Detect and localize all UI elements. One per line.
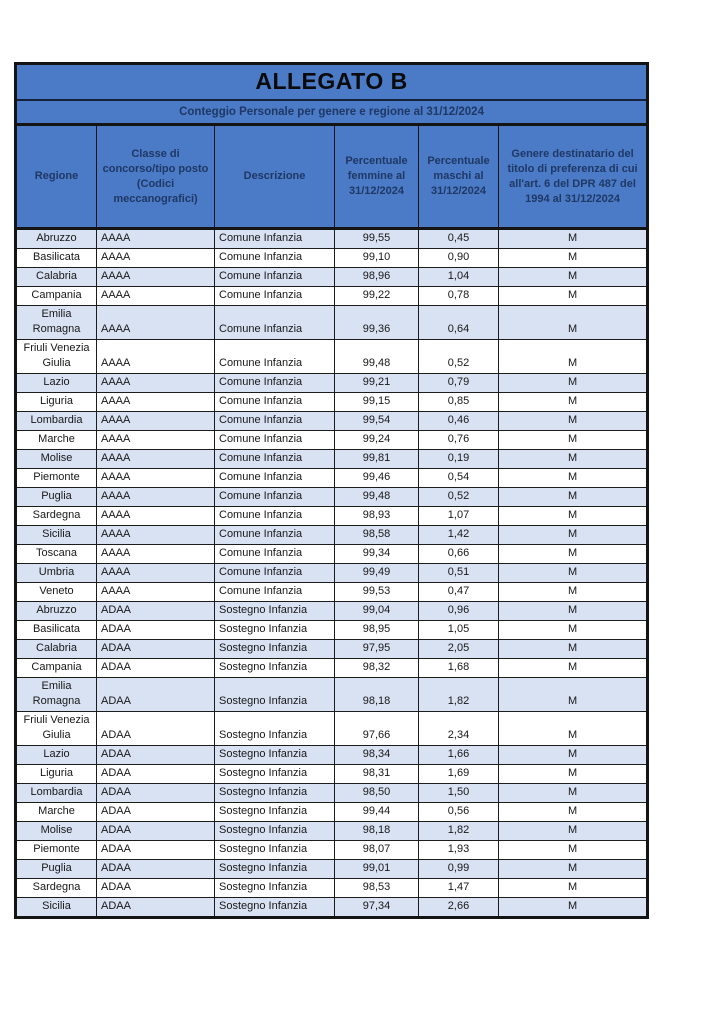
subtitle-row [16,100,648,125]
cell-genere: M [499,306,648,340]
column-header-regione: Regione [16,125,97,229]
cell-genere: M [499,507,648,526]
table-row [16,229,648,249]
cell-classe: AAAA [97,306,215,340]
cell-femmine: 98,32 [335,659,419,678]
cell-genere: M [499,640,648,659]
table-row [16,249,648,268]
cell-classe: AAAA [97,431,215,450]
cell-maschi: 0,47 [419,583,499,602]
cell-classe: AAAA [97,583,215,602]
table-body [16,229,648,918]
cell-maschi: 0,90 [419,249,499,268]
cell-genere: M [499,412,648,431]
cell-femmine: 99,04 [335,602,419,621]
cell-femmine: 97,66 [335,712,419,746]
cell-genere: M [499,431,648,450]
cell-maschi: 0,79 [419,374,499,393]
cell-maschi: 0,19 [419,450,499,469]
cell-genere: M [499,469,648,488]
cell-descrizione: Sostegno Infanzia [215,841,335,860]
cell-classe: AAAA [97,287,215,306]
table-row [16,860,648,879]
cell-classe: AAAA [97,488,215,507]
cell-descrizione: Comune Infanzia [215,469,335,488]
cell-maschi: 0,76 [419,431,499,450]
cell-classe: ADAA [97,841,215,860]
cell-maschi: 0,99 [419,860,499,879]
cell-regione: Emilia Romagna [16,678,97,712]
cell-genere: M [499,879,648,898]
cell-classe: AAAA [97,469,215,488]
cell-descrizione: Sostegno Infanzia [215,879,335,898]
cell-femmine: 98,18 [335,678,419,712]
cell-femmine: 98,50 [335,784,419,803]
cell-maschi: 2,34 [419,712,499,746]
cell-regione: Umbria [16,564,97,583]
cell-regione: Calabria [16,268,97,287]
cell-regione: Piemonte [16,841,97,860]
cell-femmine: 99,48 [335,488,419,507]
cell-classe: ADAA [97,602,215,621]
cell-descrizione: Sostegno Infanzia [215,803,335,822]
title-row [16,64,648,100]
cell-regione: Molise [16,822,97,841]
cell-descrizione: Comune Infanzia [215,306,335,340]
table-row [16,712,648,746]
cell-genere: M [499,526,648,545]
cell-femmine: 99,48 [335,340,419,374]
table-row [16,526,648,545]
cell-descrizione: Comune Infanzia [215,287,335,306]
cell-genere: M [499,712,648,746]
cell-regione: Puglia [16,488,97,507]
cell-classe: ADAA [97,898,215,918]
cell-classe: AAAA [97,412,215,431]
cell-femmine: 99,46 [335,469,419,488]
cell-descrizione: Comune Infanzia [215,488,335,507]
cell-femmine: 98,58 [335,526,419,545]
cell-regione: Marche [16,431,97,450]
table-row [16,306,648,340]
page-title: ALLEGATO B [16,64,648,100]
cell-femmine: 99,36 [335,306,419,340]
table-row [16,822,648,841]
cell-femmine: 99,10 [335,249,419,268]
cell-genere: M [499,765,648,784]
cell-femmine: 99,22 [335,287,419,306]
cell-classe: AAAA [97,340,215,374]
cell-maschi: 1,82 [419,822,499,841]
cell-classe: ADAA [97,712,215,746]
cell-classe: AAAA [97,507,215,526]
column-header-classe: Classe di concorso/tipo posto (Codici meccanografici) [97,125,215,229]
cell-regione: Lombardia [16,784,97,803]
cell-regione: Lombardia [16,412,97,431]
cell-genere: M [499,488,648,507]
cell-regione: Liguria [16,393,97,412]
cell-femmine: 99,55 [335,229,419,249]
cell-regione: Marche [16,803,97,822]
cell-regione: Sardegna [16,507,97,526]
table-row [16,431,648,450]
cell-classe: ADAA [97,640,215,659]
cell-genere: M [499,393,648,412]
cell-descrizione: Sostegno Infanzia [215,765,335,784]
cell-genere: M [499,860,648,879]
cell-genere: M [499,564,648,583]
cell-classe: AAAA [97,374,215,393]
cell-genere: M [499,268,648,287]
cell-femmine: 98,96 [335,268,419,287]
cell-descrizione: Sostegno Infanzia [215,822,335,841]
cell-femmine: 98,34 [335,746,419,765]
cell-maschi: 1,42 [419,526,499,545]
cell-genere: M [499,374,648,393]
cell-genere: M [499,602,648,621]
table-row [16,469,648,488]
cell-femmine: 99,01 [335,860,419,879]
table-row [16,374,648,393]
table-row [16,803,648,822]
table-row [16,340,648,374]
cell-regione: Liguria [16,765,97,784]
cell-genere: M [499,287,648,306]
cell-femmine: 99,81 [335,450,419,469]
cell-descrizione: Comune Infanzia [215,249,335,268]
cell-descrizione: Sostegno Infanzia [215,784,335,803]
cell-maschi: 0,85 [419,393,499,412]
table-row [16,545,648,564]
cell-regione: Calabria [16,640,97,659]
cell-femmine: 98,95 [335,621,419,640]
cell-descrizione: Comune Infanzia [215,583,335,602]
cell-maschi: 1,69 [419,765,499,784]
cell-regione: Sardegna [16,879,97,898]
cell-genere: M [499,784,648,803]
cell-descrizione: Comune Infanzia [215,507,335,526]
table-subtitle: Conteggio Personale per genere e regione al 31/12/2024 [16,100,648,125]
cell-regione: Basilicata [16,621,97,640]
cell-classe: AAAA [97,450,215,469]
cell-maschi: 0,78 [419,287,499,306]
cell-classe: ADAA [97,784,215,803]
cell-genere: M [499,583,648,602]
cell-regione: Abruzzo [16,602,97,621]
cell-descrizione: Comune Infanzia [215,526,335,545]
table-row [16,268,648,287]
cell-descrizione: Comune Infanzia [215,340,335,374]
cell-descrizione: Comune Infanzia [215,393,335,412]
cell-descrizione: Comune Infanzia [215,450,335,469]
cell-classe: AAAA [97,545,215,564]
table-row [16,450,648,469]
cell-regione: Molise [16,450,97,469]
cell-femmine: 97,95 [335,640,419,659]
cell-descrizione: Sostegno Infanzia [215,860,335,879]
cell-descrizione: Sostegno Infanzia [215,602,335,621]
cell-regione: Emilia Romagna [16,306,97,340]
cell-genere: M [499,803,648,822]
column-header-genere: Genere destinatario del titolo di preferenza di cui all'art. 6 del DPR 487 del 1994 al 31/12/2024 [499,125,648,229]
cell-maschi: 1,82 [419,678,499,712]
cell-maschi: 0,54 [419,469,499,488]
cell-genere: M [499,841,648,860]
cell-descrizione: Sostegno Infanzia [215,746,335,765]
table-row [16,621,648,640]
cell-regione: Piemonte [16,469,97,488]
cell-regione: Basilicata [16,249,97,268]
table-row [16,602,648,621]
allegato-b-sheet [14,62,646,919]
cell-maschi: 1,04 [419,268,499,287]
cell-maschi: 0,52 [419,340,499,374]
table-row [16,879,648,898]
cell-femmine: 98,18 [335,822,419,841]
cell-descrizione: Sostegno Infanzia [215,712,335,746]
cell-regione: Friuli Venezia Giulia [16,712,97,746]
cell-femmine: 98,31 [335,765,419,784]
cell-maschi: 0,51 [419,564,499,583]
cell-classe: AAAA [97,268,215,287]
table-row [16,841,648,860]
column-header-row [16,125,648,229]
cell-classe: ADAA [97,678,215,712]
cell-femmine: 97,34 [335,898,419,918]
cell-maschi: 0,96 [419,602,499,621]
cell-genere: M [499,249,648,268]
table-row [16,583,648,602]
cell-maschi: 0,52 [419,488,499,507]
cell-regione: Sicilia [16,526,97,545]
cell-femmine: 98,07 [335,841,419,860]
cell-classe: AAAA [97,564,215,583]
table-row [16,640,648,659]
cell-femmine: 99,24 [335,431,419,450]
cell-classe: AAAA [97,393,215,412]
cell-genere: M [499,340,648,374]
cell-femmine: 99,49 [335,564,419,583]
cell-maschi: 1,68 [419,659,499,678]
cell-descrizione: Comune Infanzia [215,412,335,431]
cell-maschi: 1,93 [419,841,499,860]
cell-classe: ADAA [97,659,215,678]
cell-genere: M [499,450,648,469]
cell-femmine: 98,53 [335,879,419,898]
cell-maschi: 2,66 [419,898,499,918]
table-row [16,488,648,507]
cell-femmine: 99,44 [335,803,419,822]
cell-genere: M [499,659,648,678]
personnel-table [14,62,649,919]
cell-genere: M [499,229,648,249]
cell-regione: Lazio [16,374,97,393]
cell-maschi: 1,07 [419,507,499,526]
table-row [16,564,648,583]
cell-descrizione: Comune Infanzia [215,229,335,249]
cell-descrizione: Comune Infanzia [215,431,335,450]
cell-maschi: 1,05 [419,621,499,640]
column-header-femmine: Percentuale femmine al 31/12/2024 [335,125,419,229]
cell-femmine: 99,15 [335,393,419,412]
cell-descrizione: Comune Infanzia [215,564,335,583]
cell-classe: AAAA [97,249,215,268]
cell-femmine: 99,54 [335,412,419,431]
cell-descrizione: Comune Infanzia [215,374,335,393]
cell-maschi: 2,05 [419,640,499,659]
cell-regione: Puglia [16,860,97,879]
cell-classe: ADAA [97,860,215,879]
cell-classe: ADAA [97,765,215,784]
cell-maschi: 1,66 [419,746,499,765]
table-row [16,393,648,412]
cell-genere: M [499,678,648,712]
cell-regione: Abruzzo [16,229,97,249]
cell-regione: Toscana [16,545,97,564]
table-row [16,507,648,526]
cell-regione: Campania [16,287,97,306]
table-row [16,287,648,306]
cell-maschi: 0,45 [419,229,499,249]
cell-femmine: 99,34 [335,545,419,564]
cell-descrizione: Sostegno Infanzia [215,898,335,918]
cell-maschi: 1,50 [419,784,499,803]
table-row [16,659,648,678]
cell-regione: Campania [16,659,97,678]
cell-classe: ADAA [97,621,215,640]
cell-genere: M [499,898,648,918]
column-header-maschi: Percentuale maschi al 31/12/2024 [419,125,499,229]
cell-descrizione: Sostegno Infanzia [215,678,335,712]
table-row [16,678,648,712]
cell-classe: AAAA [97,229,215,249]
cell-genere: M [499,621,648,640]
cell-classe: ADAA [97,879,215,898]
cell-regione: Veneto [16,583,97,602]
table-row [16,765,648,784]
cell-descrizione: Sostegno Infanzia [215,640,335,659]
cell-maschi: 0,56 [419,803,499,822]
cell-descrizione: Sostegno Infanzia [215,621,335,640]
cell-genere: M [499,822,648,841]
cell-classe: AAAA [97,526,215,545]
cell-descrizione: Comune Infanzia [215,268,335,287]
cell-regione: Sicilia [16,898,97,918]
column-header-descrizione: Descrizione [215,125,335,229]
cell-genere: M [499,545,648,564]
cell-femmine: 99,21 [335,374,419,393]
table-row [16,412,648,431]
cell-regione: Lazio [16,746,97,765]
table-row [16,746,648,765]
cell-maschi: 0,46 [419,412,499,431]
cell-classe: ADAA [97,803,215,822]
cell-femmine: 99,53 [335,583,419,602]
cell-classe: ADAA [97,746,215,765]
cell-maschi: 0,64 [419,306,499,340]
cell-maschi: 1,47 [419,879,499,898]
cell-descrizione: Sostegno Infanzia [215,659,335,678]
cell-descrizione: Comune Infanzia [215,545,335,564]
cell-regione: Friuli Venezia Giulia [16,340,97,374]
cell-classe: ADAA [97,822,215,841]
cell-genere: M [499,746,648,765]
cell-maschi: 0,66 [419,545,499,564]
cell-femmine: 98,93 [335,507,419,526]
table-row [16,898,648,918]
table-row [16,784,648,803]
